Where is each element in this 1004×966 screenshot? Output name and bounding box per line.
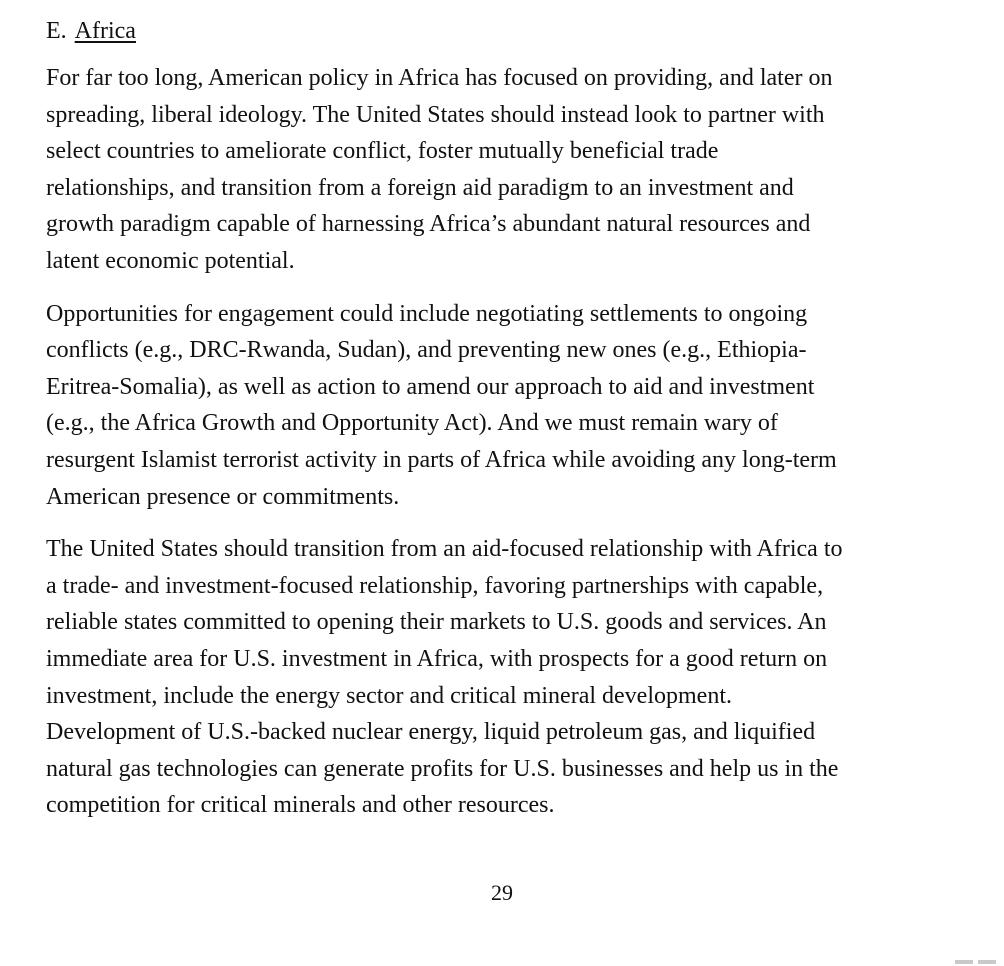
text-line: conflicts (e.g., DRC-Rwanda, Sudan), and preventing new ones (e.g., Ethiopia- [46, 337, 807, 364]
section-heading [46, 14, 966, 48]
text-line: (e.g., the Africa Growth and Opportunity Act). And we must remain wary of [46, 410, 778, 437]
text-line: reliable states committed to opening their markets to U.S. goods and services. An [46, 609, 827, 636]
text-line: Eritrea-Somalia), as well as action to amend our approach to aid and investment [46, 373, 815, 400]
text-line: Opportunities for engagement could include negotiating settlements to ongoing [46, 300, 808, 327]
text-line: immediate area for U.S. investment in Africa, with prospects for a good return on [46, 645, 828, 672]
text-line: a trade- and investment-focused relationship, favoring partnerships with capable, [46, 572, 824, 599]
text-line: Development of U.S.-backed nuclear energy, liquid petroleum gas, and liquified [46, 719, 816, 746]
text-line: select countries to ameliorate conflict, foster mutually beneficial trade [46, 138, 719, 165]
text-line: latent economic potential. [46, 247, 295, 274]
text-line: natural gas technologies can generate profits for U.S. businesses and help us in the [46, 755, 839, 782]
paragraph-2 [46, 296, 966, 516]
section-letter: E. [46, 18, 67, 44]
corner-divider-mark [978, 960, 996, 964]
text-line: growth paradigm capable of harnessing Africa’s abundant natural resources and [46, 211, 811, 238]
text-line: For far too long, American policy in Africa has focused on providing, and later on [46, 65, 833, 91]
text-line: resurgent Islamist terrorist activity in parts of Africa while avoiding any long-term [46, 446, 837, 473]
page-number: 29 [491, 880, 513, 905]
text-line: competition for critical minerals and other resources. [46, 792, 555, 819]
document-page [46, 14, 966, 840]
section-title: Africa [74, 18, 136, 44]
text-line: spreading, liberal ideology. The United States should instead look to partner with [46, 101, 825, 128]
text-line: American presence or commitments. [46, 483, 400, 510]
paragraph-3 [46, 531, 966, 824]
paragraph-1 [46, 60, 966, 280]
corner-divider-mark [955, 960, 973, 964]
text-line: The United States should transition from an aid-focused relationship with Africa to [46, 536, 843, 563]
text-line: investment, include the energy sector and critical mineral development. [46, 682, 732, 709]
text-line: relationships, and transition from a foreign aid paradigm to an investment and [46, 174, 794, 201]
